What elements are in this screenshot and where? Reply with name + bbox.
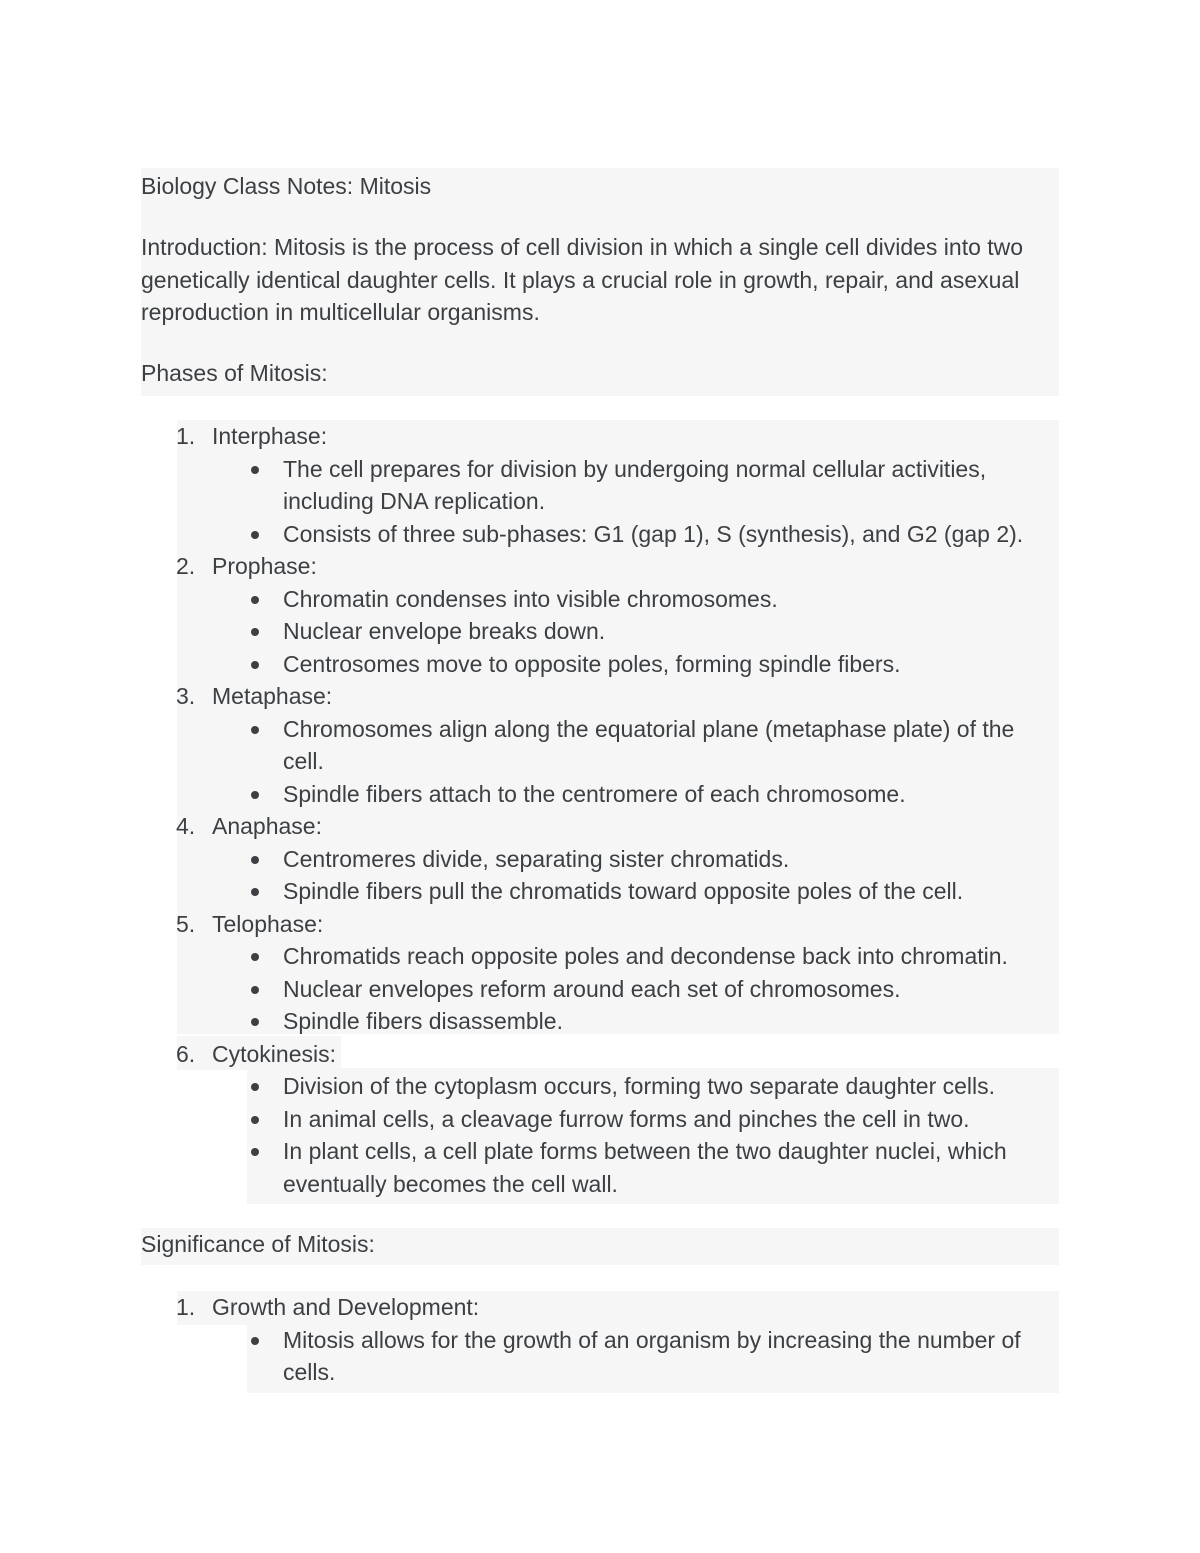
list-number: 5. [176,910,196,937]
page-title: Biology Class Notes: Mitosis [141,173,432,199]
bullet-icon [251,888,259,896]
list-number: 2. [176,553,196,579]
bullet-icon [251,726,259,734]
list-item-title: Prophase: [212,553,317,579]
bullet-text-line: In animal cells, a cleavage furrow forms and pinches the cell in two. [283,1105,970,1132]
list-number: 6. [176,1040,196,1067]
bullet-icon [251,661,259,669]
bullet-text-line: Spindle fibers pull the chromatids toward opposite poles of the cell. [283,878,964,904]
list-item-title: Growth and Development: [212,1294,480,1320]
bullet-text-line: Nuclear envelope breaks down. [283,618,606,644]
bullet-icon [251,1337,259,1345]
bullet-icon [251,1018,259,1026]
bullet-icon [251,596,259,604]
bullet-icon [251,1116,259,1124]
list-item-title: Metaphase: [212,683,333,709]
bullet-icon [251,1083,259,1091]
bullet-icon [251,1148,259,1156]
bullet-text-line: Spindle fibers disassemble. [283,1008,563,1034]
bullet-icon [251,791,259,799]
significance-heading: Significance of Mitosis: [141,1231,375,1257]
list-item-title: Interphase: [212,423,328,449]
bullet-text-line: cells. [283,1359,336,1385]
list-number: 4. [176,813,196,839]
bullet-text-line: Centromeres divide, separating sister chromatids. [283,845,790,872]
list-item-title: Cytokinesis: [212,1040,336,1067]
bullet-icon [251,531,259,539]
bullet-text-line: cell. [283,748,324,774]
bullet-text-line: including DNA replication. [283,488,546,514]
bullet-text-line: Division of the cytoplasm occurs, forming two separate daughter cells. [283,1073,996,1099]
bullet-icon [251,953,259,961]
list-item-title: Telophase: [212,910,324,937]
bullet-text-line: Chromatin condenses into visible chromosomes. [283,585,778,612]
intro-paragraph-line: genetically identical daughter cells. It plays a crucial role in growth, repair, and asexual [141,266,1020,293]
intro-paragraph-line: reproduction in multicellular organisms. [141,299,540,325]
list-item-title: Anaphase: [212,813,322,839]
bullet-text-line: In plant cells, a cell plate forms between the two daughter nuclei, which [283,1138,1007,1164]
bullet-icon [251,466,259,474]
intro-paragraph-line: Introduction: Mitosis is the process of cell division in which a single cell divides into two [141,234,1024,260]
bullet-text-line: Consists of three sub-phases: G1 (gap 1), S (synthesis), and G2 (gap 2). [283,520,1024,547]
list-number: 1. [176,1294,196,1320]
bullet-text-line: Chromosomes align along the equatorial plane (metaphase plate) of the [283,715,1015,742]
phases-heading: Phases of Mitosis: [141,360,328,386]
bullet-text-line: Spindle fibers attach to the centromere of each chromosome. [283,780,906,807]
bullet-text-line: The cell prepares for division by undergoing normal cellular activities, [283,455,987,482]
bullet-text-line: Mitosis allows for the growth of an organism by increasing the number of [283,1326,1021,1353]
bullet-text-line: Chromatids reach opposite poles and decondense back into chromatin. [283,943,1008,969]
list-number: 3. [176,683,196,709]
bullet-icon [251,856,259,864]
list-number: 1. [176,423,196,449]
bullet-text-line: Nuclear envelopes reform around each set of chromosomes. [283,975,901,1002]
bullet-icon [251,628,259,636]
bullet-text-line: Centrosomes move to opposite poles, forming spindle fibers. [283,650,901,677]
bullet-text-line: eventually becomes the cell wall. [283,1170,618,1197]
bullet-icon [251,986,259,994]
